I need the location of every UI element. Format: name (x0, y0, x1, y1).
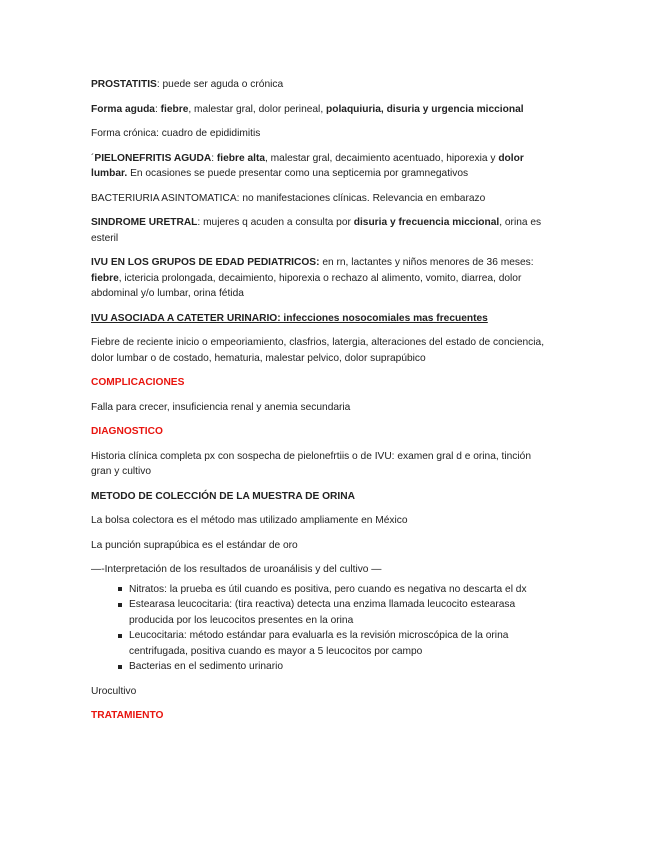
diagnostico-text: Historia clínica completa px con sospecha de pielonefrtiis o de IVU: examen gral d e orina, tinción gran y cultivo (91, 450, 531, 477)
list-item: Estearasa leucocitaria: (tira reactiva) detecta una enzima llamada leucocito estearasa producida por los leucocitos presentes en la orina (91, 597, 551, 628)
pielonefritis-tail: En ocasiones se puede presentar como una septicemia por gramnegativos (127, 168, 469, 179)
document-body (91, 77, 551, 733)
complicaciones-text: Falla para crecer, insuficiencia renal y anemia secundaria (91, 401, 351, 413)
prostatitis-paragraph (91, 77, 551, 93)
prostatitis-text: : puede ser aguda o crónica (156, 79, 284, 90)
ivu-pediatricos-text2: , ictericia prolongada, decaimiento, hiporexia o rechazo al alimento, vomito, diarrea, dolor abdominal y/o lumbar, orina fétida (91, 272, 522, 299)
puncion-paragraph: La punción suprapúbica es el estándar de oro (91, 539, 298, 551)
metodo-heading-text: METODO DE COLECCIÓN DE LA MUESTRA DE ORINA (91, 490, 355, 502)
pielonefritis-paragraph (91, 151, 551, 182)
pielonefritis-dolor-lumbar: dolor lumbar. (91, 152, 524, 179)
ivu-pediatricos-text1: en rn, lactantes y niños menores de 36 meses: (319, 257, 534, 268)
interpretacion-line: —-Interpretación de los resultados de uroanálisis y del cultivo — (91, 564, 382, 575)
ivu-cateter-heading (91, 311, 551, 327)
ivu-cateter-text: IVU ASOCIADA A CATETER URINARIO: infecciones nosocomiales mas frecuentes (91, 312, 488, 324)
pielonefritis-sep: : (211, 152, 217, 164)
forma-aguda-label: Forma aguda (91, 103, 155, 115)
diagnostico-heading: DIAGNOSTICO (91, 426, 163, 437)
forma-aguda-paragraph (91, 102, 551, 118)
list-item: Bacterias en el sedimento urinario (91, 659, 551, 675)
list-item: Nitratos: la prueba es útil cuando es positiva, pero cuando es negativa no descarta el dx (91, 582, 551, 598)
bacteriuria-paragraph: BACTERIURIA ASINTOMATICA: no manifestaciones clínicas. Relevancia en embarazo (91, 192, 486, 204)
forma-aguda-sep: : (154, 103, 161, 115)
forma-aguda-fiebre: fiebre (160, 103, 189, 115)
sindrome-text2: , orina es esteril (91, 217, 542, 244)
fiebre-reciente-paragraph: Fiebre de reciente inicio o empeoriamiento, clasfrios, latergia, alteraciones del estado de conciencia, dolor lumbar o de costado, hematuria, malestar pelvico, dolor suprapúbico (91, 337, 545, 364)
pielonefritis-prefix: ´ (91, 152, 95, 164)
complicaciones-heading: COMPLICACIONES (91, 377, 185, 388)
ivu-pediatricos-label: IVU EN LOS GRUPOS DE EDAD PEDIATRICOS: (91, 257, 320, 268)
forma-aguda-bold-tail: polaquiuria, disuria y urgencia miccional (326, 103, 524, 115)
sindrome-text1: : mujeres q acuden a consulta por (197, 217, 354, 228)
forma-cronica-paragraph: Forma crónica: cuadro de epididimitis (91, 128, 261, 139)
metodo-heading (91, 489, 551, 505)
list-item: Leucocitaria: método estándar para evaluarla es la revisión microscópica de la orina centrifugada, positiva cuando es mayor a 5 leucocitos por campo (91, 628, 551, 659)
tratamiento-heading: TRATAMIENTO (91, 710, 164, 721)
sindrome-bold: disuria y frecuencia miccional (353, 217, 500, 228)
urocultivo-paragraph: Urocultivo (91, 685, 137, 697)
pielonefritis-mid: , malestar gral, decaimiento acentuado, hiporexia y (265, 152, 499, 164)
ivu-pediatricos-paragraph (91, 255, 551, 302)
bolsa-paragraph: La bolsa colectora es el método mas utilizado ampliamente en México (91, 515, 408, 526)
ivu-pediatricos-fiebre: fiebre (91, 272, 119, 284)
pielonefritis-label: PIELONEFRITIS AGUDA (94, 152, 212, 164)
sindrome-paragraph (91, 215, 551, 246)
resultados-list (91, 582, 551, 675)
pielonefritis-fiebre-alta: fiebre alta (216, 152, 266, 164)
forma-aguda-mid: , malestar gral, dolor perineal, (188, 103, 326, 115)
prostatitis-label: PROSTATITIS (91, 79, 157, 90)
sindrome-label: SINDROME URETRAL (91, 217, 198, 228)
